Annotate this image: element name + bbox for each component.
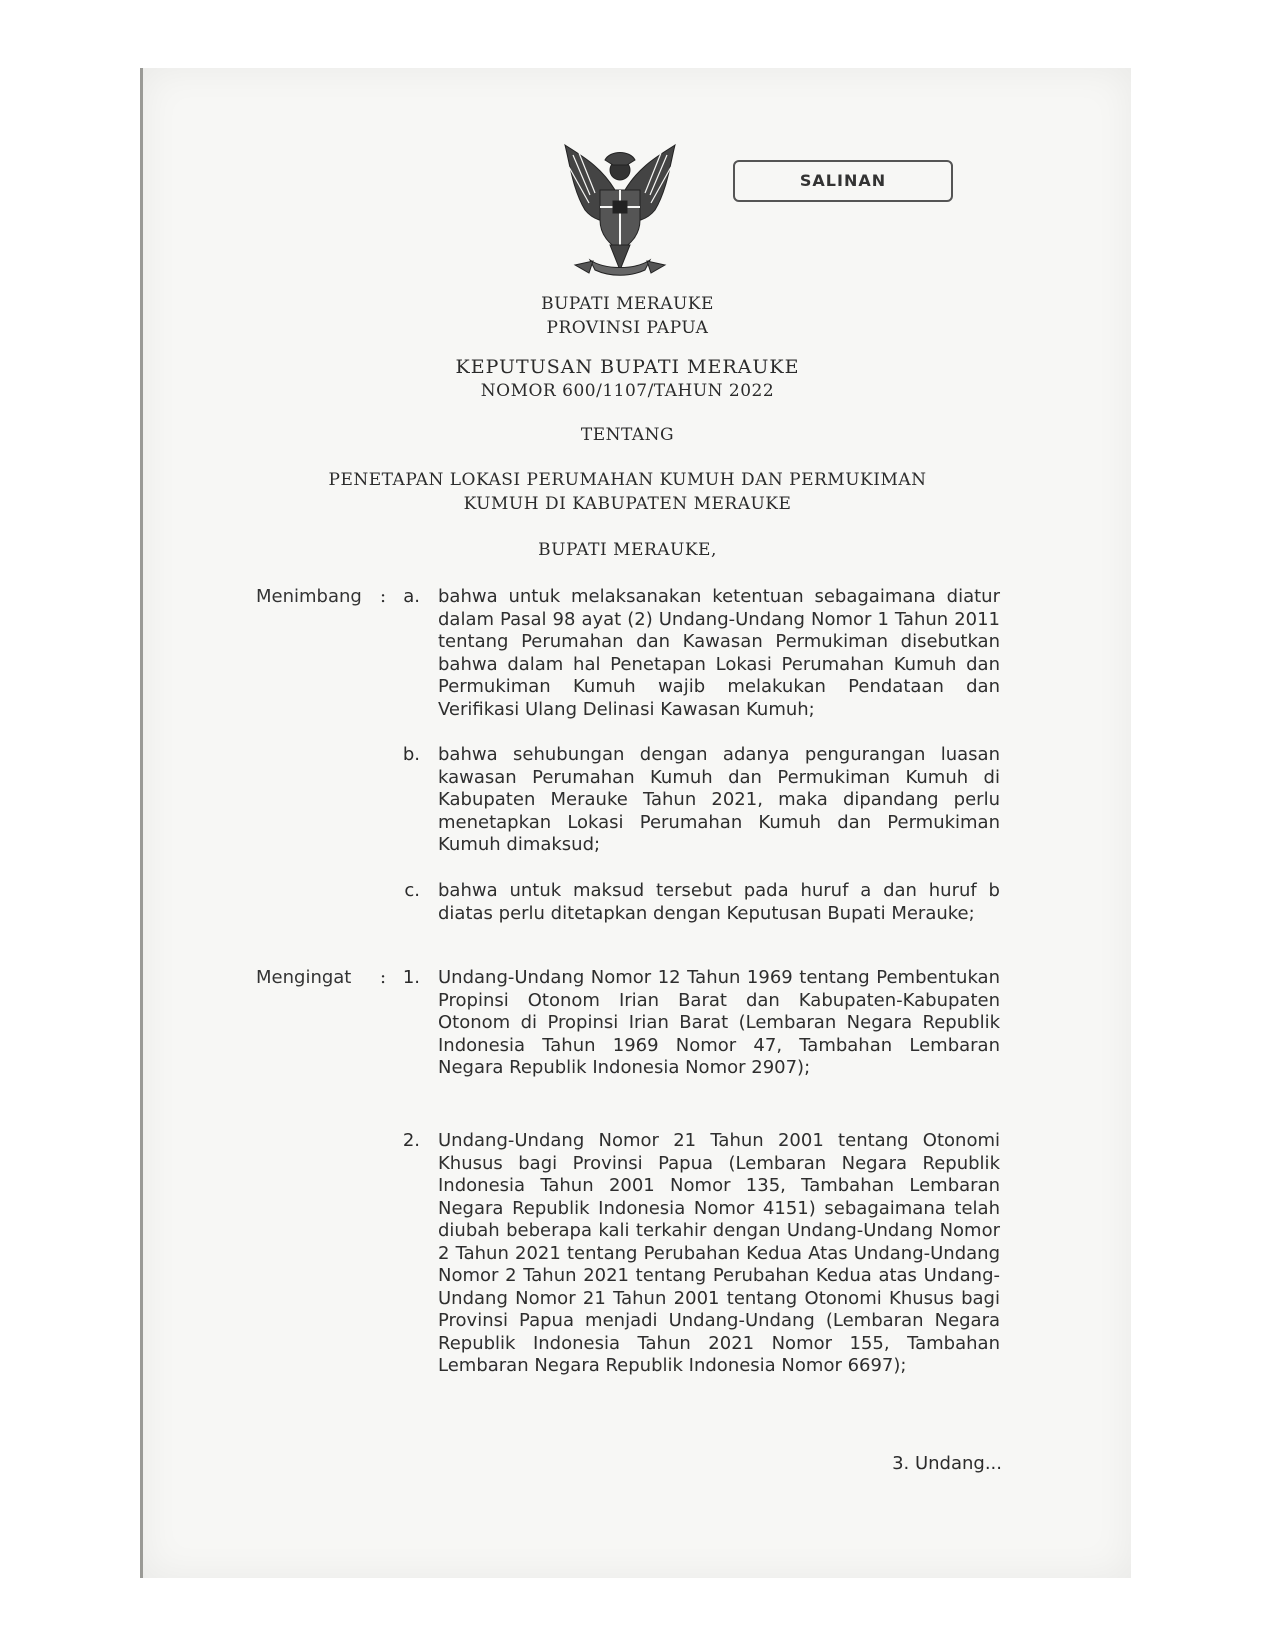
menimbang-marker-b: b.: [402, 744, 420, 765]
mengingat-colon: :: [380, 967, 387, 988]
mengingat-marker-1: 1.: [402, 967, 420, 988]
continuation-note: 3. Undang...: [892, 1453, 1002, 1474]
menimbang-marker-c: c.: [404, 880, 420, 901]
mengingat-marker-2: 2.: [402, 1130, 420, 1151]
decree-subject-line2: KUMUH DI KABUPATEN MERAUKE: [463, 494, 792, 514]
decree-subject-line1: PENETAPAN LOKASI PERUMAHAN KUMUH DAN PERMUKIMAN: [328, 470, 927, 490]
mengingat-item-2: Undang-Undang Nomor 21 Tahun 2001 tentang Otonomi Khusus bagi Provinsi Papua (Lembaran Negara Republik Indonesia Tahun 2001 Nomor 135, Tambahan Lembaran Negara Republik Indonesia Nomor 4151) sebagaimana telah diubah beberapa kali terkahir dengan Undang-Undang Nomor 2 Tahun 2021 tentang Perubahan Kedua Atas Undang-Undang Nomor 2 Tahun 2021 tentang Perubahan Kedua atas Undang-Undang Nomor 21 Tahun 2001 tentang Otonomi Khusus bagi Provinsi Papua menjadi Undang-Undang (Lembaran Negara Republik Indonesia Tahun 2021 Nomor 155, Tambahan Lembaran Negara Republik Indonesia Nomor 6697);: [438, 1130, 1000, 1376]
tentang-heading: TENTANG: [580, 425, 675, 445]
menimbang-label: Menimbang: [256, 586, 362, 607]
mengingat-item-1: Undang-Undang Nomor 12 Tahun 1969 tentang Pembentukan Propinsi Otonom Irian Barat dan Kabupaten-Kabupaten Otonom di Propinsi Irian Barat (Lembaran Negara Republik Indonesia Tahun 1969 Nomor 47, Tambahan Lembaran Negara Republik Indonesia Nomor 2907);: [438, 967, 1000, 1078]
menimbang-marker-a: a.: [403, 586, 420, 607]
issuer-heading: BUPATI MERAUKE,: [538, 540, 717, 560]
header-line-bupati: BUPATI MERAUKE: [541, 294, 714, 314]
decree-number: NOMOR 600/1107/TAHUN 2022: [480, 381, 775, 401]
decree-title: KEPUTUSAN BUPATI MERAUKE: [455, 356, 800, 378]
header-line-provinsi: PROVINSI PAPUA: [546, 318, 709, 338]
menimbang-item-b: bahwa sehubungan dengan adanya pengurangan luasan kawasan Perumahan Kumuh dan Permukiman Kumuh di Kabupaten Merauke Tahun 2021, maka dipandang perlu menetapkan Lokasi Perumahan Kumuh dan Permukiman Kumuh dimaksud;: [438, 744, 1000, 855]
menimbang-item-a: bahwa untuk melaksanakan ketentuan sebagaimana diatur dalam Pasal 98 ayat (2) Undang-Undang Nomor 1 Tahun 2011 tentang Perumahan dan Kawasan Permukiman disebutkan bahwa dalam hal Penetapan Lokasi Perumahan Kumuh dan Permukiman Kumuh wajib melakukan Pendataan dan Verifikasi Ulang Delinasi Kawasan Kumuh;: [438, 586, 1000, 720]
garuda-emblem-icon: [545, 135, 695, 285]
menimbang-item-c: bahwa untuk maksud tersebut pada huruf a dan huruf b diatas perlu ditetapkan dengan Keputusan Bupati Merauke;: [438, 880, 1000, 924]
mengingat-label: Mengingat: [256, 967, 352, 988]
salinan-stamp: SALINAN: [733, 160, 953, 202]
menimbang-colon: :: [380, 586, 387, 607]
